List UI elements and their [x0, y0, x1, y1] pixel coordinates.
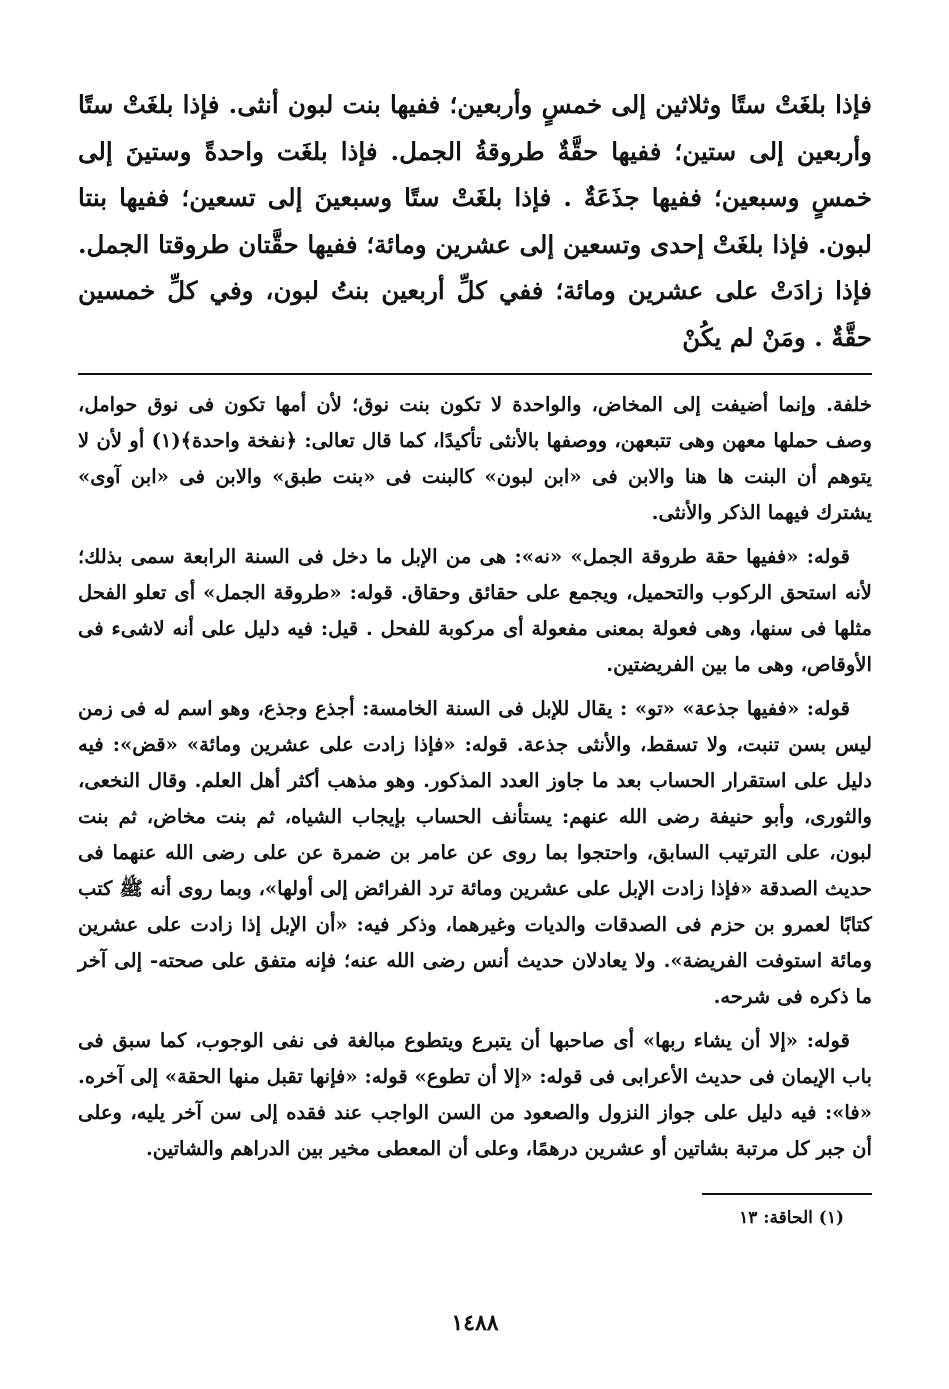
footnote: (١) الحاقة: ١٣	[739, 1208, 844, 1228]
commentary-paragraph: قوله: «ففيها حقة طروقة الجمل» «نه»: هى من الإبل ما دخل فى السنة الرابعة سمى بذلك؛ لأنه استحق الركوب والتحميل، ويجمع على حقائق وحقاق. قوله: «طروقة الجمل» أى تعلو الفحل مثلها فى سنها، وهى فعولة بمعنى مفعولة أى مركوبة للفحل . قيل: فيه دليل على أنه لاشىء فى الأوقاص، وهى ما بين الفريضتين.	[78, 545, 872, 676]
book-page	[78, 82, 872, 1362]
commentary-section	[78, 387, 872, 1167]
footnote-divider-wrap	[78, 1175, 872, 1205]
hadith-text: فإذا بلغَتْ ستًا وثلاثين إلى خمسٍ وأربعين؛ ففيها بنت لبون أنثى. فإذا بلغَتْ ستًا وأربعين إلى ستين؛ ففيها حقَّةٌ طروقةُ الجمل. فإذا بلغَت واحدةً وستينَ إلى خمسٍ وسبعين؛ ففيها جذَعَةٌ . فإذا بلغَتْ ستًا وسبعينَ إلى تسعين؛ ففيها بنتا لبون. فإذا بلغَتْ إحدى وتسعين إلى عشرين ومائة؛ ففيها حقَّتان طروقتا الجمل. فإذا زادَتْ على عشرين ومائة؛ ففي كلِّ أربعين بنتُ لبون، وفي كلِّ خمسين حقَّةٌ . ومَنْ لم يكُنْ	[78, 90, 872, 352]
page-number: ١٤٨٨	[451, 1310, 499, 1336]
text-divider	[78, 373, 872, 375]
commentary-paragraph: خلفة. وإنما أضيفت إلى المخاض، والواحدة لا تكون بنت نوق؛ لأن أمها تكون فى نوق حوامل، وصف حملها معهن وهى تتبعهن، ووصفها بالأنثى تأكيدًا، كما قال تعالى: ﴿نفخة واحدة﴾(١) أو لأن لا يتوهم أن البنت ها هنا والابن فى «ابن لبون» كالبنت فى «بنت طبق» والابن فى «ابن آوى» يشترك فيهما الذكر والأنثى.	[78, 393, 872, 524]
commentary-paragraph: قوله: «إلا أن يشاء ربها» أى صاحبها أن يتبرع ويتطوع مبالغة فى نفى الوجوب، كما سبق فى باب الإيمان فى حديث الأعرابى فى قوله: «إلا أن تطوع» قوله: «فإنها تقبل منها الحقة» إلى آخره. «فا»: فيه دليل على جواز النزول والصعود من السن الواجب عند فقده إلى سن آخر يليه، وعلى أن جبر كل مرتبة بشاتين أو عشرين درهمًا، وعلى أن المعطى مخير بين الدراهم والشاتين.	[78, 1029, 872, 1160]
footnote-divider	[702, 1193, 872, 1195]
commentary-paragraph: قوله: «ففيها جذعة» «تو» : يقال للإبل فى السنة الخامسة: أجذع وجذع، وهو اسم له فى زمن ليس بسن تنبت، ولا تسقط، والأنثى جذعة. قوله: «فإذا زادت على عشرين ومائة» «قض»: فيه دليل على استقرار الحساب بعد ما جاوز العدد المذكور. وهو مذهب أكثر أهل العلم. وقال النخعى، والثورى، وأبو حنيفة رضى الله عنهم: يستأنف الحساب بإيجاب الشياه، ثم بنت مخاض، ثم بنت لبون، على الترتيب السابق، واحتجوا بما روى عن عامر بن ضمرة عن على رضى الله عنهما فى حديث الصدقة «فإذا زادت الإبل على عشرين ومائة ترد الفرائض إلى أولها»، وبما روى أنه ﷺ كتب كتابًا لعمرو بن حزم فى الصدقات والديات وغيرهما، وذكر فيه: «أن الإبل إذا زادت على عشرين ومائة استوفت الفريضة». ولا يعادلان حديث أنس رضى الله عنه؛ فإنه متفق على صحته- إلى آخر ما ذكره فى شرحه.	[78, 697, 872, 1008]
